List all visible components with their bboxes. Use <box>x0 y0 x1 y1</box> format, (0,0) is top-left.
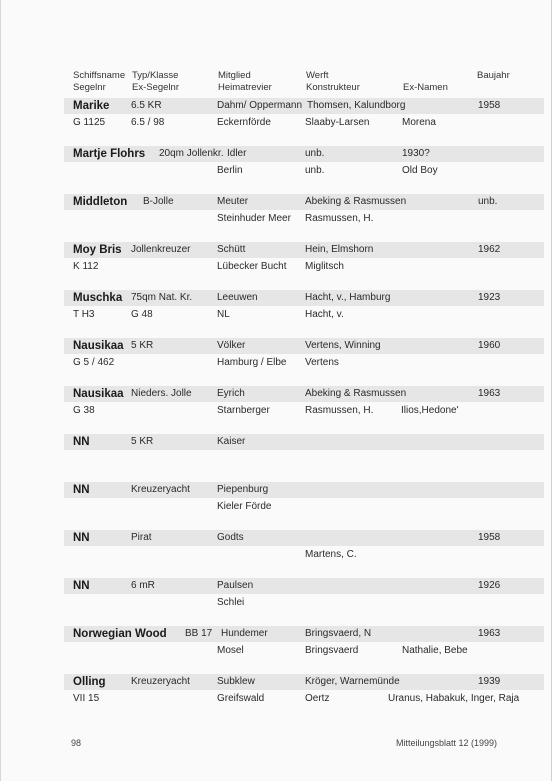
entry-line-2 <box>64 115 544 131</box>
boat-build-year: 1960 <box>478 340 501 351</box>
boat-name: NN <box>73 532 90 544</box>
header-typ-klasse: Typ/Klasse <box>132 70 179 81</box>
entry-line-1 <box>64 242 544 258</box>
boat-home-waters: Steinhuder Meer <box>217 213 291 224</box>
boat-type: 20qm Jollenkr. <box>159 148 224 159</box>
entry-line-1 <box>64 194 544 210</box>
boat-sail-number: VII 15 <box>73 693 100 704</box>
boat-shipyard: Thomsen, Kalundborg <box>307 100 406 111</box>
boat-member: Meuter <box>217 196 249 207</box>
boat-name: NN <box>73 436 90 448</box>
boat-designer: Martens, C. <box>305 549 357 560</box>
boat-build-year: 1958 <box>478 100 501 111</box>
boat-build-year: 1963 <box>478 388 501 399</box>
boat-member: Völker <box>217 340 246 351</box>
boat-member: Subklew <box>217 676 255 687</box>
boat-entry <box>64 98 544 146</box>
boat-home-waters: Lübecker Bucht <box>217 261 287 272</box>
entry-line-1 <box>64 530 544 546</box>
boat-build-year: unb. <box>478 196 498 207</box>
boat-home-waters: Berlin <box>217 165 243 176</box>
page-number: 98 <box>71 738 82 748</box>
entry-line-2 <box>64 499 544 515</box>
boat-member: Kaiser <box>217 436 246 447</box>
boat-entry <box>64 674 544 722</box>
boat-home-waters: Kieler Förde <box>217 501 272 512</box>
boat-sail-number: T H3 <box>73 309 95 320</box>
boat-member: Leeuwen <box>217 292 258 303</box>
publication-title: Mitteilungsblatt 12 (1999) <box>396 738 498 748</box>
boat-home-waters: Starnberger <box>217 405 270 416</box>
boat-name: Middleton <box>73 196 128 208</box>
entry-line-1 <box>64 386 544 402</box>
boat-name: Marike <box>73 100 110 112</box>
boat-list <box>64 98 544 722</box>
boat-sail-number: G 5 / 462 <box>73 357 115 368</box>
header-schiffsname: Schiffsname <box>73 70 126 81</box>
boat-entry <box>64 194 544 242</box>
boat-member: Paulsen <box>217 580 254 591</box>
boat-name: NN <box>73 580 90 592</box>
boat-designer: unb. <box>305 165 325 176</box>
boat-member: Eyrich <box>217 388 245 399</box>
boat-ex-names: Nathalie, Bebe <box>402 645 468 656</box>
boat-type: Kreuzeryacht <box>131 676 190 687</box>
boat-shipyard: Hacht, v., Hamburg <box>305 292 391 303</box>
boat-type: BB 17 <box>185 628 213 639</box>
entry-line-1 <box>64 98 544 114</box>
boat-home-waters: Mosel <box>217 645 244 656</box>
boat-entry <box>64 578 544 626</box>
boat-member: Idler <box>227 148 247 159</box>
boat-name: Olling <box>73 676 106 688</box>
boat-name: Martje Flohrs <box>73 148 146 160</box>
boat-build-year: 1923 <box>478 292 501 303</box>
boat-home-waters: Greifswald <box>217 693 265 704</box>
entry-line-1 <box>64 626 544 642</box>
boat-type: 75qm Nat. Kr. <box>131 292 193 303</box>
header-werft: Werft <box>306 70 329 81</box>
boat-build-year: 1962 <box>478 244 501 255</box>
column-header <box>73 70 543 98</box>
boat-member: Godts <box>217 532 244 543</box>
boat-sail-number: G 1125 <box>73 117 106 128</box>
header-konstrukteur: Konstrukteur <box>306 82 360 93</box>
boat-home-waters: Eckernförde <box>217 117 271 128</box>
boat-sail-number: K 112 <box>73 261 99 272</box>
boat-name: Muschka <box>73 292 123 304</box>
boat-name: Nausikaa <box>73 388 124 400</box>
boat-designer: Slaaby-Larsen <box>305 117 370 128</box>
header-heimatrevier: Heimatrevier <box>218 82 272 93</box>
boat-name: NN <box>73 484 90 496</box>
boat-type: Nieders. Jolle <box>131 388 192 399</box>
boat-shipyard: Abeking & Rasmussen <box>305 388 407 399</box>
boat-type: Jollenkreuzer <box>131 244 191 255</box>
boat-type: B-Jolle <box>143 196 174 207</box>
boat-entry <box>64 242 544 290</box>
boat-build-year: 1926 <box>478 580 501 591</box>
boat-entry <box>64 146 544 194</box>
boat-ex-names: Ilios,Hedone' <box>401 405 459 416</box>
boat-ex-names: Morena <box>402 117 436 128</box>
entry-line-1 <box>64 578 544 594</box>
header-baujahr: Baujahr <box>477 70 510 81</box>
boat-build-year: 1958 <box>478 532 501 543</box>
entry-line-2 <box>64 307 544 323</box>
entry-line-1 <box>64 482 544 498</box>
boat-ex-names: Uranus, Habakuk, Inger, Raja <box>388 693 520 704</box>
boat-type: Kreuzeryacht <box>131 484 190 495</box>
entry-line-2 <box>64 355 544 371</box>
entry-line-1 <box>64 338 544 354</box>
entry-line-1 <box>64 290 544 306</box>
boat-type: 6.5 KR <box>131 100 162 111</box>
boat-member: Hundemer <box>221 628 268 639</box>
entry-line-2 <box>64 643 544 659</box>
entry-line-2 <box>64 163 544 179</box>
boat-shipyard: Abeking & Rasmussen <box>305 196 407 207</box>
entry-line-2 <box>64 595 544 611</box>
boat-ex-names: Old Boy <box>402 165 438 176</box>
boat-build-year: 1939 <box>478 676 501 687</box>
boat-entry <box>64 434 544 482</box>
entry-line-1 <box>64 146 544 162</box>
entry-line-2 <box>64 691 544 707</box>
header-ex-namen: Ex-Namen <box>403 82 448 93</box>
entry-line-1 <box>64 434 544 450</box>
boat-designer: Bringsvaerd <box>305 645 359 656</box>
boat-shipyard: unb. <box>305 148 325 159</box>
boat-entry <box>64 482 544 530</box>
boat-designer: Hacht, v. <box>305 309 344 320</box>
boat-home-waters: Schlei <box>217 597 245 608</box>
boat-name: Nausikaa <box>73 340 124 352</box>
boat-designer: Miglitsch <box>305 261 344 272</box>
boat-shipyard: Kröger, Warnemünde <box>305 676 400 687</box>
boat-name: Moy Bris <box>73 244 122 256</box>
boat-member: Piepenburg <box>217 484 269 495</box>
entry-line-2 <box>64 403 544 419</box>
boat-type: 6 mR <box>131 580 155 591</box>
header-mitglied: Mitglied <box>218 70 251 81</box>
boat-entry <box>64 530 544 578</box>
boat-type: 5 KR <box>131 436 154 447</box>
boat-entry <box>64 386 544 434</box>
header-ex-segelnr: Ex-Segelnr <box>132 82 179 93</box>
boat-designer: Vertens <box>305 357 339 368</box>
boat-build-year: 1963 <box>478 628 501 639</box>
boat-type: Pirat <box>131 532 152 543</box>
boat-home-waters: Hamburg / Elbe <box>217 357 287 368</box>
boat-ex-sail-number: 6.5 / 98 <box>131 117 165 128</box>
boat-entry <box>64 290 544 338</box>
boat-type: 5 KR <box>131 340 154 351</box>
boat-entry <box>64 626 544 674</box>
boat-sail-number: G 38 <box>73 405 95 416</box>
entry-line-1 <box>64 674 544 690</box>
boat-ex-sail-number: G 48 <box>131 309 153 320</box>
entry-line-2 <box>64 547 544 563</box>
boat-home-waters: NL <box>217 309 230 320</box>
entry-line-2 <box>64 211 544 227</box>
boat-member: Schütt <box>217 244 246 255</box>
boat-designer: Rasmussen, H. <box>305 213 374 224</box>
boat-designer: Oertz <box>305 693 330 704</box>
boat-entry <box>64 338 544 386</box>
boat-shipyard: Vertens, Winning <box>305 340 381 351</box>
boat-shipyard: Hein, Elmshorn <box>305 244 374 255</box>
header-segelnr: Segelnr <box>73 82 106 93</box>
boat-designer: Rasmussen, H. <box>305 405 374 416</box>
boat-name: Norwegian Wood <box>73 628 167 640</box>
boat-build-year-note: 1930? <box>402 148 430 159</box>
entry-line-2 <box>64 259 544 275</box>
boat-shipyard: Bringsvaerd, N <box>305 628 372 639</box>
boat-member: Dahm/ Oppermann <box>217 100 303 111</box>
